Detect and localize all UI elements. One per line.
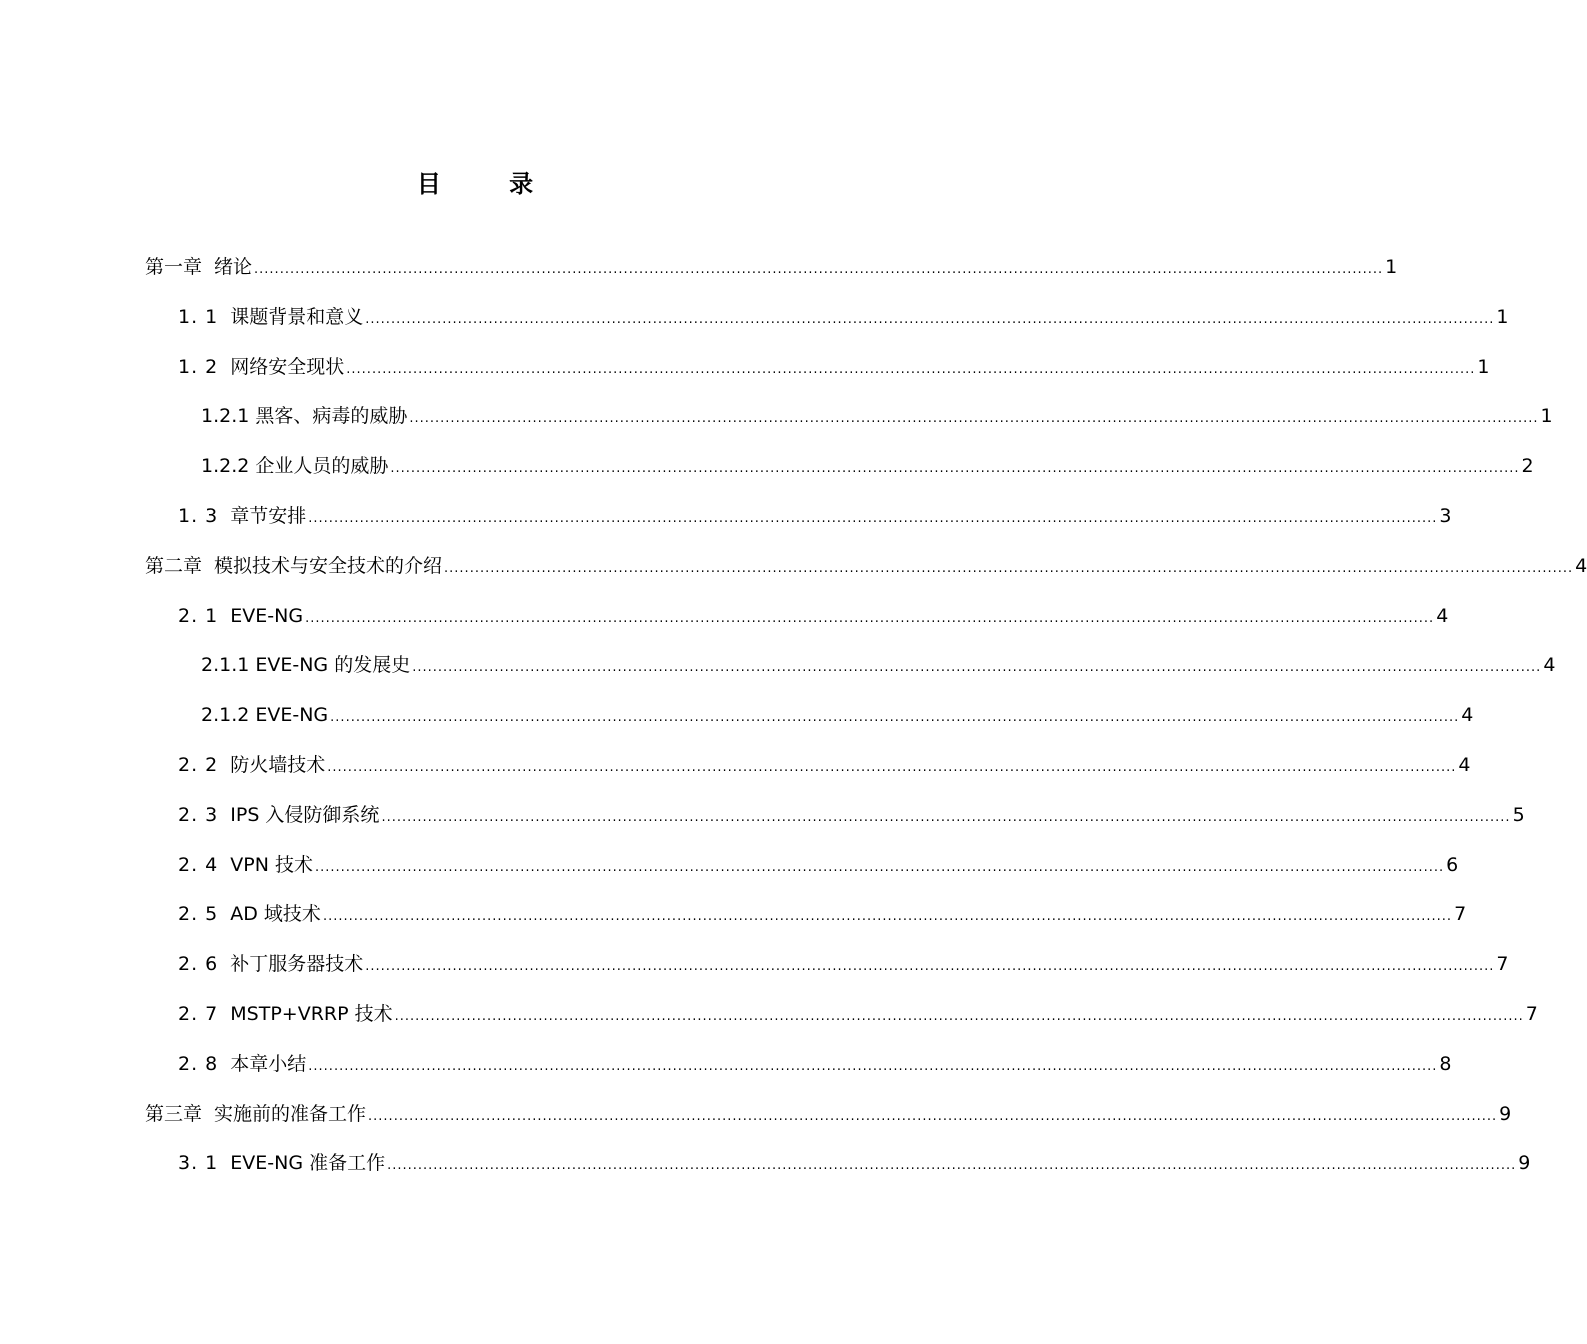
toc-entry-page-number: 7 [1454,903,1467,925]
toc-entry[interactable] [201,449,1534,479]
toc-entry-number: 第三章 [145,1103,203,1125]
toc-dot-leader: ............................................................................................................................................................................................................................ [390,461,1520,476]
toc-entry-number: 2. 8 [178,1053,219,1075]
toc-entry-page-number: 1 [1496,306,1509,328]
toc-dot-leader: ............................................................................................................................................................................................................................ [308,1059,1438,1074]
toc-entry-title: VPN 技术 [230,854,313,876]
toc-dot-leader: ............................................................................................................................................................................................................................ [409,411,1539,426]
toc-dot-leader: ............................................................................................................................................................................................................................ [314,860,1445,875]
toc-entry-title: 本章小结 [230,1053,307,1075]
toc-entry-title: EVE-NG [255,704,329,726]
toc-entry-page-number: 4 [1461,704,1474,726]
toc-entry-number: 1. 2 [178,356,219,378]
toc-entry-title: AD 域技术 [230,903,321,925]
toc-entry[interactable] [201,399,1553,429]
toc-entry-page-number: 4 [1575,555,1587,577]
toc-entry-page-number: 4 [1543,654,1556,676]
toc-entry-number: 2. 5 [178,903,219,925]
toc-entry-number: 2. 2 [178,754,219,776]
toc-entry-number: 3. 1 [178,1152,219,1174]
toc-dot-leader: ............................................................................................................................................................................................................................ [387,1158,1517,1173]
toc-entry[interactable] [178,350,1490,380]
toc-dot-leader: ............................................................................................................................................................................................................................ [412,660,1542,675]
toc-entry-title: 补丁服务器技术 [230,953,364,975]
toc-entry-number: 1. 3 [178,505,219,527]
toc-dot-leader: ............................................................................................................................................................................................................................ [327,760,1457,775]
toc-dot-leader: ............................................................................................................................................................................................................................ [346,362,1476,377]
toc-entry-title: 网络安全现状 [230,356,345,378]
toc-dot-leader: ............................................................................................................................................................................................................................ [394,1009,1524,1024]
toc-entry-page-number: 1 [1540,405,1553,427]
toc-entry-title: 实施前的准备工作 [214,1103,367,1125]
toc-entry[interactable] [178,300,1509,330]
toc-entry-number: 第一章 [145,256,203,278]
toc-entry[interactable] [145,1097,1512,1127]
toc-entry-number: 2. 7 [178,1003,219,1025]
toc-entry-page-number: 4 [1458,754,1471,776]
toc-entry[interactable] [178,848,1459,878]
toc-entry-page-number: 5 [1512,804,1525,826]
toc-entry-number: 2. 1 [178,605,219,627]
toc-entry-page-number: 7 [1496,953,1509,975]
toc-dot-leader: ............................................................................................................................................................................................................................ [254,262,1384,277]
toc-dot-leader: ............................................................................................................................................................................................................................ [322,909,1453,924]
toc-entry-title: 黑客、病毒的威胁 [255,405,408,427]
toc-entry-number: 1. 1 [178,306,219,328]
toc-entry-page-number: 3 [1439,505,1452,527]
toc-entry-title: EVE-NG [230,605,304,627]
toc-dot-leader: ............................................................................................................................................................................................................................ [444,561,1574,576]
toc-entry-title: 绪论 [214,256,253,278]
toc-dot-leader: ............................................................................................................................................................................................................................ [368,1109,1498,1124]
toc-dot-leader: ............................................................................................................................................................................................................................ [330,710,1460,725]
toc-entry-number: 1.2.1 [201,405,250,427]
toc-entry[interactable] [178,798,1525,828]
toc-entry-number: 2.1.1 [201,654,250,676]
toc-entry[interactable] [178,897,1467,927]
toc-entry-title: IPS 入侵防御系统 [230,804,380,826]
toc-entry-number: 2.1.2 [201,704,250,726]
toc-entry-title: EVE-NG 准备工作 [230,1152,386,1174]
toc-entry[interactable] [178,599,1449,629]
toc-entry-number: 2. 3 [178,804,219,826]
toc-entry-number: 第二章 [145,555,203,577]
toc-title: 目 录 [416,170,564,198]
toc-entry[interactable] [178,947,1509,977]
toc-entry[interactable] [201,698,1474,728]
toc-entry-title: 防火墙技术 [230,754,326,776]
toc-entry[interactable] [178,997,1538,1027]
toc-entry-title: 课题背景和意义 [230,306,364,328]
toc-entry-title: 模拟技术与安全技术的介绍 [214,555,443,577]
toc-entry-page-number: 4 [1436,605,1449,627]
toc-entry-number: 2. 6 [178,953,219,975]
toc-entry-page-number: 9 [1518,1152,1531,1174]
toc-entry[interactable] [145,250,1398,280]
toc-entry-page-number: 1 [1477,356,1490,378]
toc-dot-leader: ............................................................................................................................................................................................................................ [365,312,1495,327]
toc-entry-page-number: 2 [1521,455,1534,477]
toc-entry[interactable] [145,549,1587,579]
toc-entry-page-number: 6 [1446,854,1459,876]
toc-entry-number: 2. 4 [178,854,219,876]
toc-entry[interactable] [178,1047,1452,1077]
toc-entry-title: EVE-NG 的发展史 [255,654,411,676]
toc-entry-title: 章节安排 [230,505,307,527]
toc-entry-page-number: 7 [1525,1003,1538,1025]
toc-entry[interactable] [178,1146,1531,1176]
toc-dot-leader: ............................................................................................................................................................................................................................ [381,810,1511,825]
toc-entry[interactable] [178,748,1471,778]
toc-entry-number: 1.2.2 [201,455,250,477]
toc-entry-page-number: 1 [1385,256,1398,278]
toc-entry-page-number: 8 [1439,1053,1452,1075]
toc-entry[interactable] [201,648,1556,678]
toc-entry-title: MSTP+VRRP 技术 [230,1003,393,1025]
toc-entry-page-number: 9 [1499,1103,1512,1125]
toc-entry[interactable] [178,499,1452,529]
toc-dot-leader: ............................................................................................................................................................................................................................ [365,959,1495,974]
toc-entry-title: 企业人员的威胁 [255,455,389,477]
toc-dot-leader: ............................................................................................................................................................................................................................ [305,611,1435,626]
toc-dot-leader: ............................................................................................................................................................................................................................ [308,511,1438,526]
